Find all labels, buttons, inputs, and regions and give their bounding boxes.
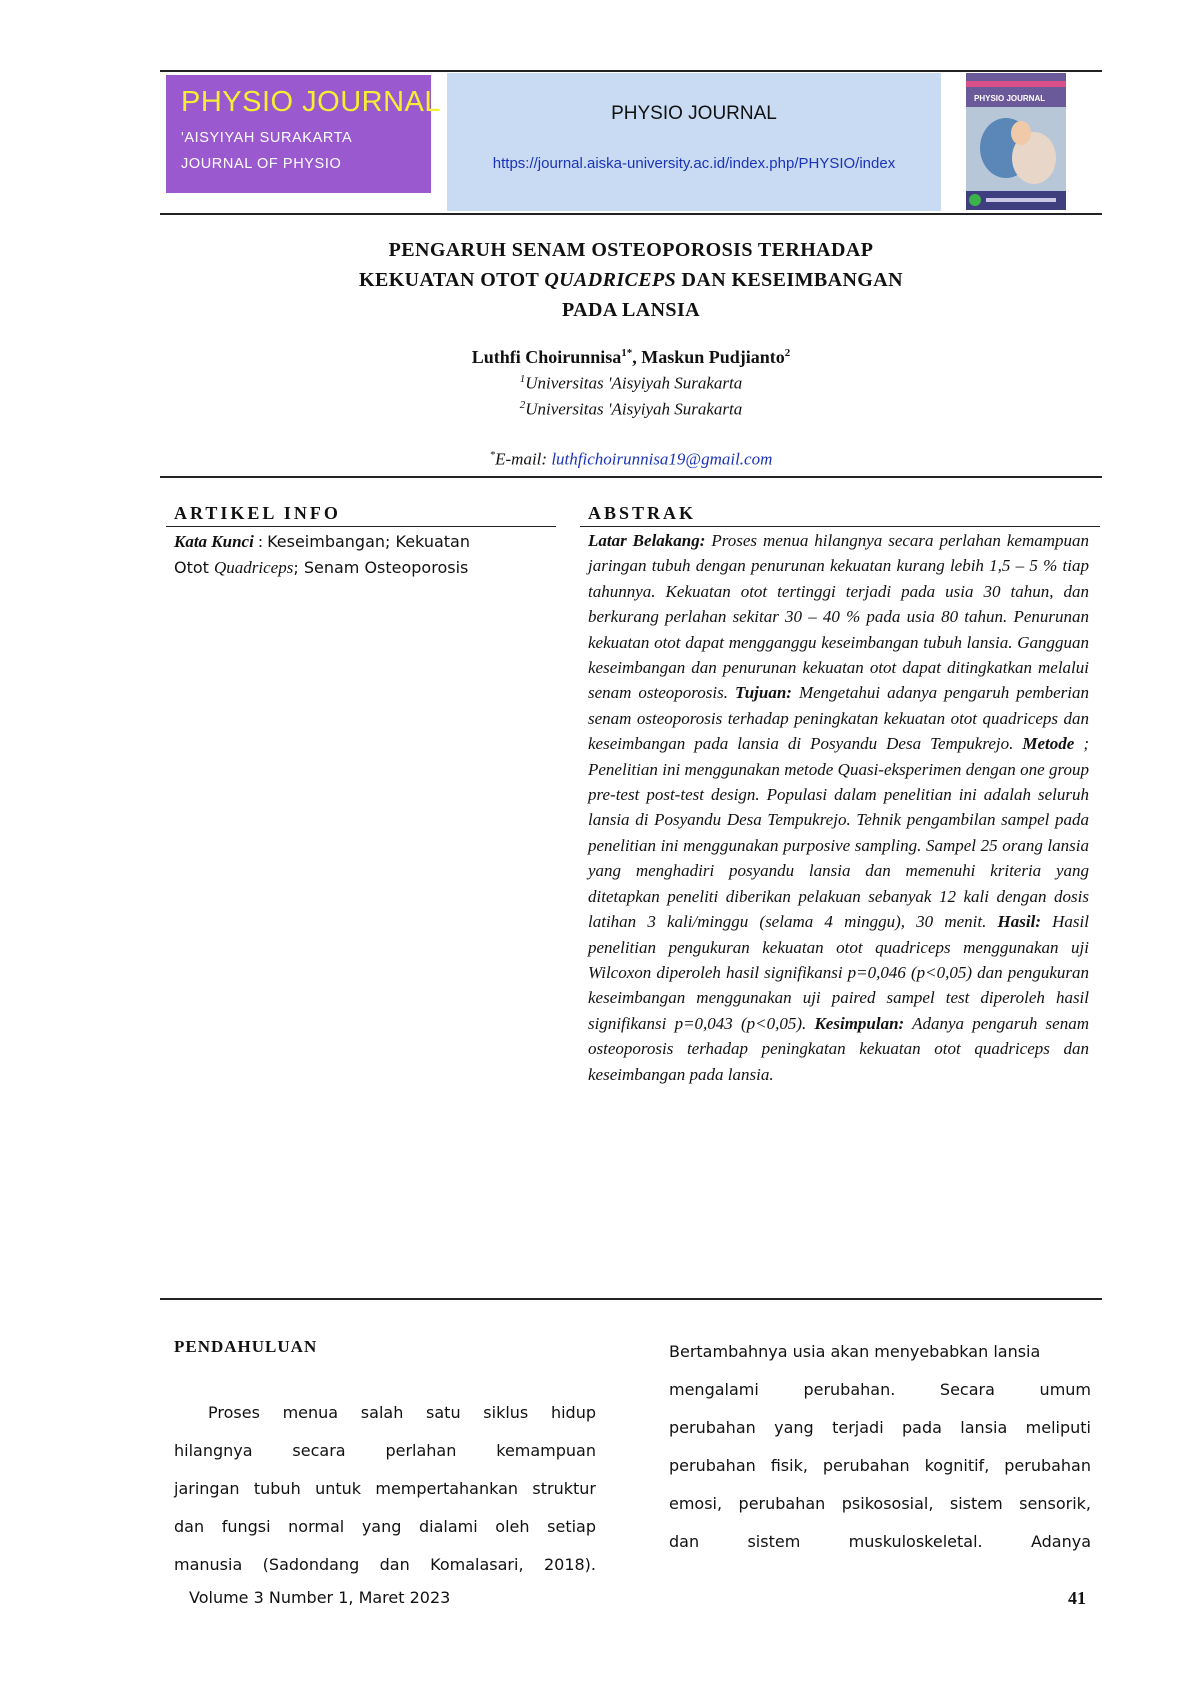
body-left-line-2: hilangnya secara perlahan kemampuan <box>174 1441 596 1460</box>
title-line-2-post: DAN KESEIMBANGAN <box>676 269 903 291</box>
affiliation-2 <box>160 399 1102 420</box>
body-right-line-1: Bertambahnya usia akan menyebabkan lansia <box>669 1342 1041 1361</box>
abstract-background: Proses menua hilangnya secara perlahan kemampuan jaringan tubuh dengan penurunan kekuatan kurang lebih 1,5 – 5 % tiap tahunnya. Kekuatan otot tertinggi terjadi pada usia 30 tahun, dan berkurang perlahan sekitar 30 – 40 % pada usia 80 tahun. Penurunan kekuatan otot dapat mengganggu keseimbangan tubuh lansia. Gangguan keseimbangan dan penurunan kekuatan otot dapat ditingkatkan melalui senam osteoporosis. <box>588 531 1090 703</box>
body-right-line-4: perubahan fisik, perubahan kognitif, perubahan <box>669 1456 1091 1475</box>
abstract-label-background: Latar Belakang: <box>588 531 706 550</box>
affiliation-1-sup: 1 <box>519 373 526 385</box>
body-left-line-5: manusia (Sadondang dan Komalasari, 2018). <box>174 1555 596 1574</box>
abstract-label-method: Metode <box>1022 734 1075 754</box>
cover-illustration <box>966 73 1066 210</box>
body-right-line-5: emosi, perubahan psikososial, sistem sensorik, <box>669 1494 1091 1513</box>
keywords-text-2c: ; Senam Osteoporosis <box>293 558 469 577</box>
body-right-column <box>669 1333 1091 1561</box>
body-left-line-4: dan fungsi normal yang dialami oleh setiap <box>174 1517 596 1536</box>
logo-subtitle-2: JOURNAL OF PHYSIO <box>181 156 342 172</box>
body-left-line-3: jaringan tubuh untuk mempertahankan struktur <box>174 1479 596 1498</box>
keywords-sep: : <box>253 532 268 551</box>
header-top-rule <box>160 70 1102 72</box>
journal-logo-text: PHYSIO JOURNAL <box>181 86 441 118</box>
section-heading-pendahuluan: PENDAHULUAN <box>174 1337 318 1356</box>
abstract-heading: ABSTRAK <box>588 503 697 523</box>
body-right-line-6: dan sistem muskuloskeletal. Adanya <box>669 1532 1091 1551</box>
email-line <box>160 449 1102 470</box>
title-bottom-rule <box>160 476 1102 478</box>
journal-banner <box>447 73 941 211</box>
email-label: E-mail: <box>495 449 552 469</box>
author-2: Maskun Pudjianto <box>641 347 785 367</box>
footer-page-number: 41 <box>1068 1588 1086 1608</box>
title-line-3: PADA LANSIA <box>562 299 700 321</box>
body-right-line-2: mengalami perubahan. Secara umum <box>669 1380 1091 1399</box>
abstract-conclusion: Adanya pengaruh senam osteoporosis terhadap peningkatan kekuatan otot quadriceps dan keseimbangan pada lansia. <box>588 1013 1089 1084</box>
title-line-2-pre: KEKUATAN OTOT <box>359 269 545 291</box>
footer-volume: Volume 3 Number 1, Maret 2023 <box>189 1588 451 1607</box>
abstract-bottom-rule <box>160 1298 1102 1300</box>
keywords-text-2b: Quadriceps <box>214 558 294 577</box>
header-bottom-rule <box>160 213 1102 215</box>
keywords-text-2a: Otot <box>174 558 215 577</box>
author-separator: , <box>632 347 642 367</box>
abstract-label-conclusion: Kesimpulan: <box>814 1013 905 1033</box>
author-1-sup: 1* <box>621 347 633 359</box>
keywords-label: Kata Kunci <box>174 532 254 551</box>
affiliation-1-text: Universitas 'Aisyiyah Surakarta <box>525 373 743 393</box>
body-right-line-3: perubahan yang terjadi pada lansia meliputi <box>669 1418 1091 1437</box>
abstract-aim: Mengetahui adanya pengaruh pemberian senam osteoporosis terhadap peningkatan kekuatan otot quadriceps dan keseimbangan pada lansia di Posyandu Desa Tempukrejo. <box>588 683 1089 754</box>
logo-subtitle-1: 'AISYIYAH SURAKARTA <box>181 130 353 146</box>
abstract-body <box>588 528 1089 1087</box>
abstract-label-result: Hasil: <box>997 912 1041 932</box>
cover-title: PHYSIO JOURNAL <box>974 94 1046 103</box>
journal-url-link[interactable]: https://journal.aiska-university.ac.id/index.php/PHYSIO/index <box>492 155 896 172</box>
article-title <box>160 235 1102 325</box>
title-line-1: PENGARUH SENAM OSTEOPOROSIS TERHADAP <box>388 239 874 261</box>
authors <box>160 347 1102 368</box>
journal-cover-image <box>966 73 1066 210</box>
keywords <box>174 529 544 581</box>
body-left-line-1: Proses menua salah satu siklus hidup <box>208 1403 596 1422</box>
title-line-2-em: QUADRICEPS <box>544 269 677 291</box>
abstract-method: ; Penelitian ini menggunakan metode Quasi-eksperimen dengan one group pre-test post-test design. Populasi dalam penelitian ini adalah seluruh lansia di Posyandu Desa Tempukrejo. Tehnik pengambilan sampel pada penelitian ini menggunakan purposive sampling. Sampel 25 orang lansia yang menghadiri posyandu lansia dan memenuhi kriteria yang ditetapkan peneliti diberikan pelakuan sebanyak 12 kali dengan dosis latihan 3 kali/minggu (selama 4 minggu), 30 menit. <box>588 734 1089 932</box>
abstract-result: Hasil penelitian pengukuran kekuatan otot quadriceps menggunakan uji Wilcoxon diperoleh hasil signifikansi p=0,046 (p<0,05) dan pengukuran keseimbangan menggunakan uji paired sampel test diperoleh hasil signifikansi p=0,043 (p<0,05). <box>588 912 1089 1033</box>
title-line-2 <box>160 265 1102 295</box>
author-1: Luthfi Choirunnisa <box>471 347 622 367</box>
abstract-label-aim: Tujuan: <box>734 683 792 703</box>
affiliation-1 <box>160 373 1102 394</box>
keywords-text-1: Keseimbangan; Kekuatan <box>267 532 470 551</box>
article-info-rule <box>166 526 556 527</box>
email-link[interactable]: luthfichoirunnisa19@gmail.com <box>551 449 773 469</box>
body-left-column <box>174 1394 596 1584</box>
article-info-heading: ARTIKEL INFO <box>174 503 341 523</box>
email-sup: * <box>489 449 496 461</box>
affiliation-2-text: Universitas 'Aisyiyah Surakarta <box>525 399 743 419</box>
journal-name: PHYSIO JOURNAL <box>611 103 777 124</box>
author-2-sup: 2 <box>784 347 791 359</box>
abstract-rule <box>580 526 1100 527</box>
affiliation-2-sup: 2 <box>519 399 526 411</box>
